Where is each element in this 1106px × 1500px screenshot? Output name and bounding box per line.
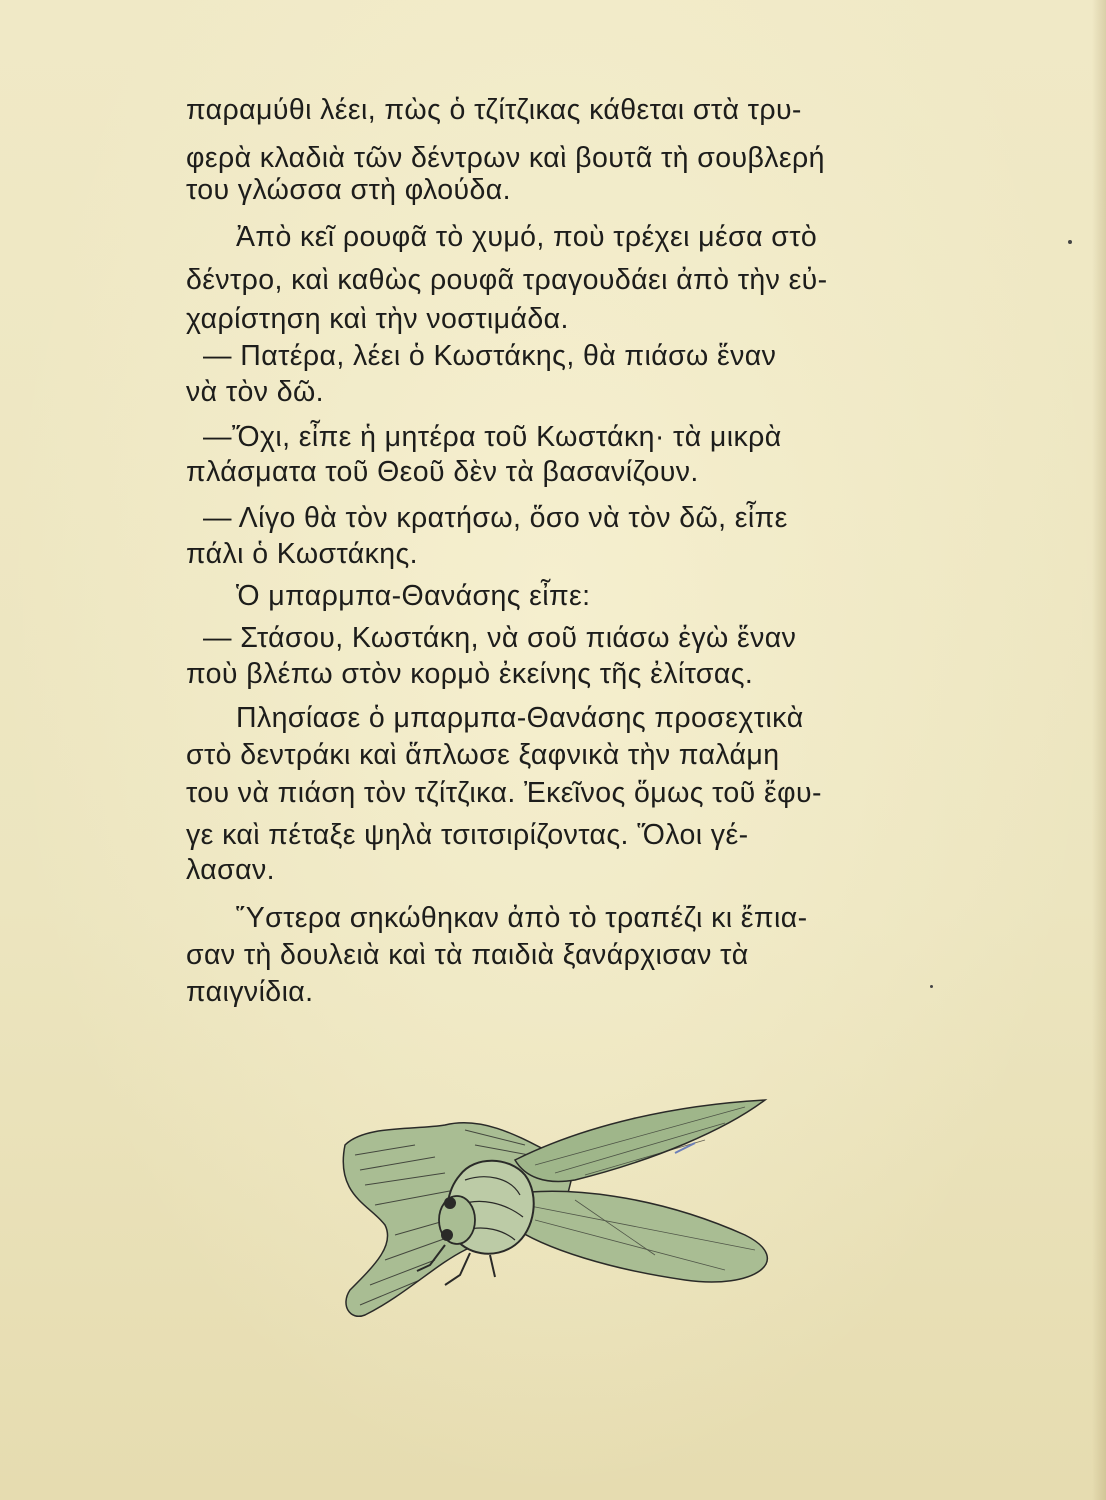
cicada-eye-shape — [444, 1197, 456, 1209]
text-line: σαν τὴ δουλειὰ καὶ τὰ παιδιὰ ξανάρχισαν τὰ — [186, 939, 749, 971]
text-line: ποὺ βλέπω στὸν κορμὸ ἐκείνης τῆς ἐλίτσας. — [186, 658, 754, 690]
ink-speck — [930, 985, 933, 988]
text-line: Ἀπὸ κεῖ ρουφᾶ τὸ χυμό, ποὺ τρέχει μέσα στὸ — [236, 221, 818, 253]
text-line: — Λίγο θὰ τὸν κρατήσω, ὅσο νὰ τὸν δῶ, εἶπε — [203, 502, 788, 534]
text-line: νὰ τὸν δῶ. — [186, 376, 324, 408]
page-edge-shadow — [1092, 0, 1106, 1500]
text-line: φερὰ κλαδιὰ τῶν δέντρων καὶ βουτᾶ τὴ σουβλερή — [186, 142, 825, 174]
lower-wing-shape — [505, 1191, 767, 1282]
ink-speck — [1068, 240, 1072, 244]
cicada-eye-shape — [441, 1229, 453, 1241]
text-line: —Ὄχι, εἶπε ἡ μητέρα τοῦ Κωστάκη· τὰ μικρὰ — [203, 421, 782, 453]
text-line: Πλησίασε ὁ μπαρμπα-Θανάσης προσεχτικὰ — [236, 702, 804, 734]
text-line: λασαν. — [186, 854, 275, 886]
text-line: παραμύθι λέει, πὼς ὁ τζίτζικας κάθεται στὰ τρυ- — [186, 94, 802, 126]
text-line: παιγνίδια. — [186, 976, 314, 1008]
text-line: Ὕστερα σηκώθηκαν ἀπὸ τὸ τραπέζι κι ἔπια- — [236, 902, 808, 934]
text-line: πάλι ὁ Κωστάκης. — [186, 538, 418, 570]
text-line: Ὁ μπαρμπα-Θανάσης εἶπε: — [236, 580, 591, 612]
text-line: του γλώσσα στὴ φλούδα. — [186, 174, 511, 206]
text-line: στὸ δεντράκι καὶ ἅπλωσε ξαφνικὰ τὴν παλάμη — [186, 739, 780, 771]
cicada-on-branch-icon — [325, 1085, 785, 1325]
text-line: του νὰ πιάση τὸν τζίτζικα. Ἐκεῖνος ὅμως τοῦ ἔφυ- — [186, 777, 822, 809]
text-line: χαρίστηση καὶ τὴν νοστιμάδα. — [186, 303, 569, 335]
text-line: πλάσματα τοῦ Θεοῦ δὲν τὰ βασανίζουν. — [186, 456, 699, 488]
text-line: γε καὶ πέταξε ψηλὰ τσιτσιρίζοντας. Ὅλοι γέ- — [186, 819, 749, 851]
text-line: — Στάσου, Κωστάκη, νὰ σοῦ πιάσω ἐγὼ ἕναν — [203, 622, 797, 654]
text-line: δέντρο, καὶ καθὼς ρουφᾶ τραγουδάει ἀπὸ τὴν εὐ- — [186, 264, 828, 296]
text-line: — Πατέρα, λέει ὁ Κωστάκης, θὰ πιάσω ἕναν — [203, 340, 777, 372]
